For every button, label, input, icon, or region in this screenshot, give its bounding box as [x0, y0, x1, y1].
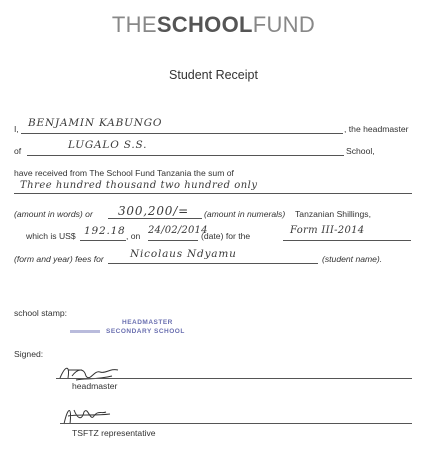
date-label: (date) for the	[201, 231, 251, 241]
row1-prefix: I,	[14, 124, 19, 134]
receipt-title: Student Receipt	[169, 68, 258, 82]
stamp-line1: HEADMASTER	[122, 319, 173, 326]
logo-school: SCHOOL	[156, 12, 253, 37]
date-value: 24/02/2014	[148, 225, 208, 236]
form-year-label: (form and year) fees for	[14, 254, 104, 264]
amount-words-line	[14, 193, 412, 194]
row2-suffix: School,	[346, 146, 375, 156]
row2-prefix: of	[14, 146, 22, 156]
usd-value: 192.18	[84, 225, 126, 237]
headmaster-name-value: BENJAMIN KABUNGO	[28, 117, 163, 129]
logo-the: THE	[111, 12, 157, 37]
form-year-line	[283, 240, 411, 241]
usd-line	[80, 240, 126, 241]
currency-label: Tanzanian Shillings,	[295, 209, 371, 219]
representative-caption: TSFTZ representative	[72, 428, 156, 438]
school-name-value: LUGALO S.S.	[68, 139, 148, 151]
row1-suffix: , the headmaster	[344, 124, 409, 134]
logo-fund: FUND	[252, 12, 316, 37]
student-name-label: (student name).	[322, 254, 383, 264]
amount-numerals-value: 300,200/=	[118, 204, 189, 218]
representative-signature-line	[60, 423, 412, 424]
amount-numerals-label: (amount in numerals)	[204, 209, 286, 219]
usd-prefix: which is US$	[26, 231, 76, 241]
student-name-line	[108, 263, 318, 264]
amount-numerals-line	[108, 218, 202, 219]
headmaster-caption: headmaster	[72, 381, 118, 391]
amount-words-value: Three hundred thousand two hundred only	[20, 180, 258, 191]
amount-words-label: (amount in words) or	[14, 209, 93, 219]
stamp-line2: SECONDARY SCHOOL	[106, 328, 185, 335]
signed-label: Signed:	[14, 349, 44, 359]
school-name-line	[27, 155, 344, 156]
row3-text: have received from The School Fund Tanzania the sum of	[14, 168, 234, 178]
form-year-value: Form III-2014	[290, 225, 365, 236]
school-fund-logo	[0, 12, 427, 38]
stamp-smudge	[70, 330, 100, 333]
headmaster-name-line	[21, 133, 343, 134]
date-line	[148, 240, 198, 241]
school-stamp-label: school stamp:	[14, 308, 68, 318]
on-label: , on	[126, 231, 141, 241]
representative-signature	[60, 402, 120, 430]
student-name-value: Nicolaus Ndyamu	[130, 248, 237, 260]
headmaster-signature-line	[56, 378, 412, 379]
